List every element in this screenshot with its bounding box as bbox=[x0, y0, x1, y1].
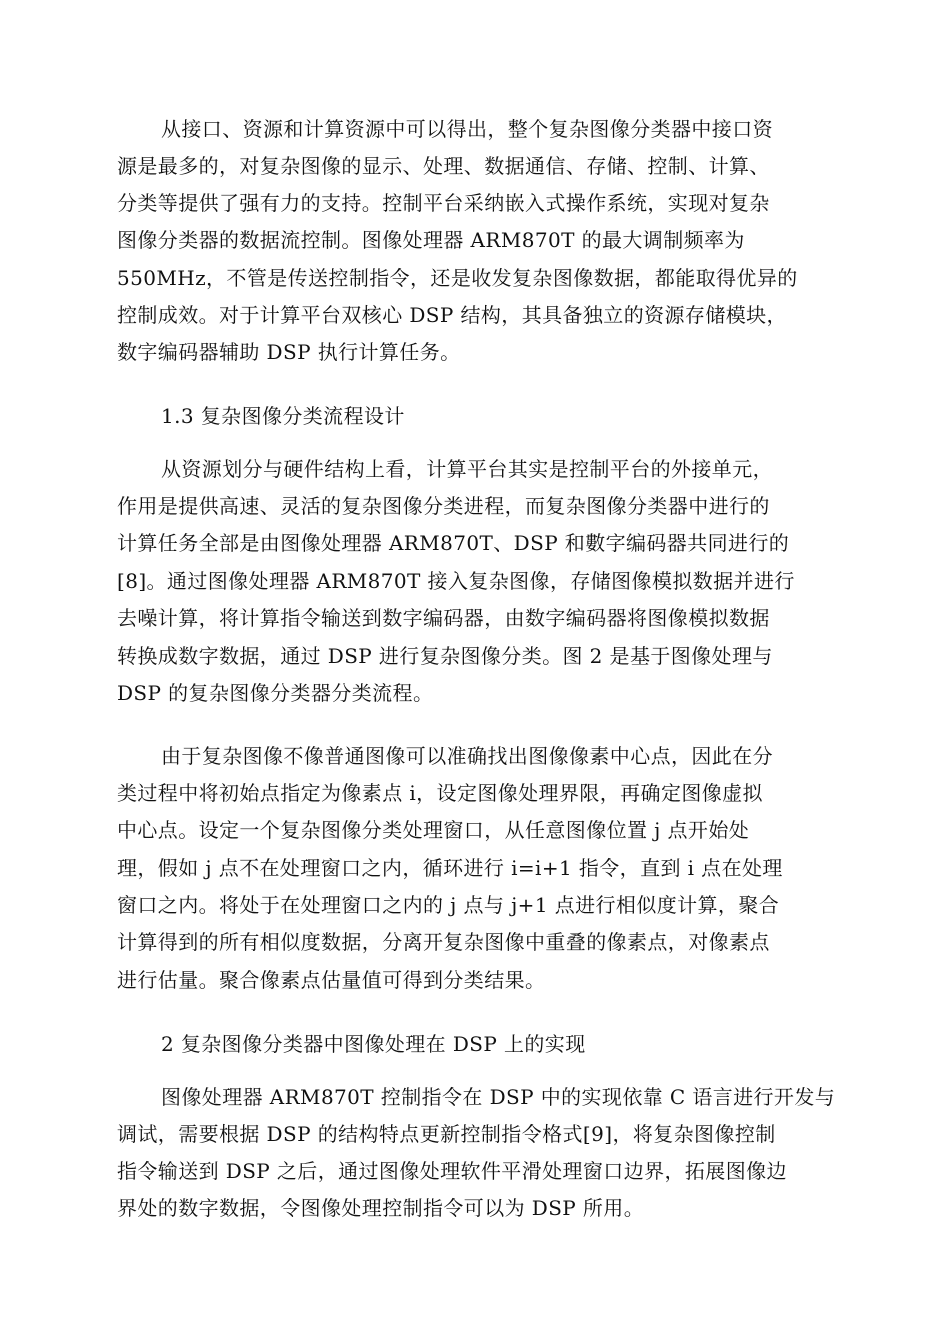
paragraph-line: 550MHz，不管是传送控制指令，还是收发复杂图像数据，都能取得优异的 bbox=[117, 266, 798, 290]
paragraph-line: 源是最多的，对复杂图像的显示、处理、数据通信、存储、控制、计算、 bbox=[117, 154, 770, 178]
paragraph-line: 图像分类器的数据流控制。图像处理器 ARM870T 的最大调制频率为 bbox=[117, 228, 745, 252]
paragraph-line: 图像处理器 ARM870T 控制指令在 DSP 中的实现依靠 C 语言进行开发与 bbox=[161, 1085, 836, 1109]
paragraph-line: 中心点。设定一个复杂图像分类处理窗口，从任意图像位置 j 点开始处 bbox=[117, 818, 750, 842]
paragraph-line: 进行估量。聚合像素点估量值可得到分类结果。 bbox=[117, 968, 546, 992]
paragraph-line: 计算得到的所有相似度数据，分离开复杂图像中重叠的像素点，对像素点 bbox=[117, 930, 770, 954]
paragraph-line: 控制成效。对于计算平台双核心 DSP 结构，其具备独立的资源存储模块， bbox=[117, 303, 787, 327]
paragraph-line: 作用是提供高速、灵活的复杂图像分类进程，而复杂图像分类器中进行的 bbox=[117, 494, 770, 518]
paragraph-line: 界处的数字数据，令图像处理控制指令可以为 DSP 所用。 bbox=[117, 1196, 645, 1220]
paragraph-line: 计算任务全部是由图像处理器 ARM870T、DSP 和數字编码器共同进行的 bbox=[117, 531, 790, 555]
paragraph-line: 去噪计算，将计算指令输送到数字编码器，由数字编码器将图像模拟数据 bbox=[117, 606, 770, 630]
paragraph-line: 由于复杂图像不像普通图像可以准确找出图像像素中心点，因此在分 bbox=[161, 744, 773, 768]
paragraph-line: 转换成数字数据，通过 DSP 进行复杂图像分类。图 2 是基于图像处理与 bbox=[117, 644, 773, 668]
section-heading-1-3: 1.3 复杂图像分类流程设计 bbox=[161, 404, 405, 428]
paragraph-line: 调试，需要根据 DSP 的结构特点更新控制指令格式[9]，将复杂图像控制 bbox=[117, 1122, 776, 1146]
paragraph-line: [8]。通过图像处理器 ARM870T 接入复杂图像，存储图像模拟数据并进行 bbox=[117, 569, 795, 593]
paragraph-line: DSP 的复杂图像分类器分类流程。 bbox=[117, 681, 434, 705]
paragraph-line: 分类等提供了强有力的支持。控制平台采纳嵌入式操作系统，实现对复杂 bbox=[117, 191, 770, 215]
paragraph-line: 从资源划分与硬件结构上看，计算平台其实是控制平台的外接单元， bbox=[161, 457, 773, 481]
paragraph-line: 数字编码器辅助 DSP 执行计算任务。 bbox=[117, 340, 461, 364]
paragraph-line: 类过程中将初始点指定为像素点 i，设定图像处理界限，再确定图像虚拟 bbox=[117, 781, 763, 805]
paragraph-line: 从接口、资源和计算资源中可以得出，整个复杂图像分类器中接口资 bbox=[161, 117, 773, 141]
paragraph-line: 窗口之内。将处于在处理窗口之内的 j 点与 j+1 点进行相似度计算，聚合 bbox=[117, 893, 780, 917]
paragraph-line: 指令输送到 DSP 之后，通过图像处理软件平滑处理窗口边界，拓展图像边 bbox=[117, 1159, 787, 1183]
paragraph-line: 理，假如 j 点不在处理窗口之内，循环进行 i=i+1 指令，直到 i 点在处理 bbox=[117, 856, 783, 880]
section-heading-2: 2 复杂图像分类器中图像处理在 DSP 上的实现 bbox=[161, 1032, 586, 1056]
